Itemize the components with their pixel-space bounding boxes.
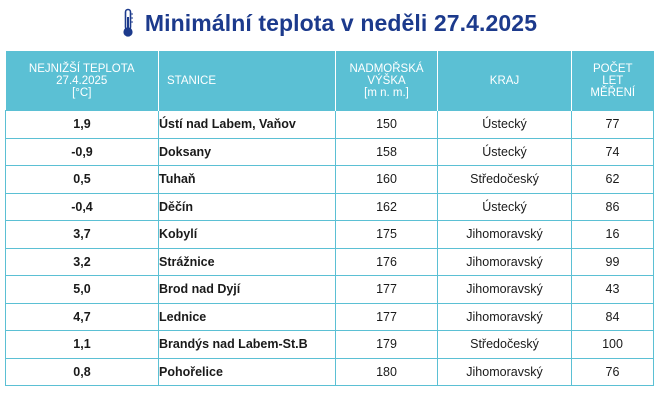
cell-station: Kobylí [159, 221, 336, 249]
header-line: 27.4.2025 [56, 74, 108, 87]
column-header-station [159, 51, 336, 111]
cell-station: Pohořelice [159, 358, 336, 386]
table-row [6, 331, 654, 359]
cell-region: Středočeský [438, 166, 572, 194]
cell-station: Děčín [159, 193, 336, 221]
table-row [6, 111, 654, 139]
table-row [6, 276, 654, 304]
cell-region: Jihomoravský [438, 276, 572, 304]
cell-region: Jihomoravský [438, 248, 572, 276]
cell-region: Ústecký [438, 138, 572, 166]
cell-temperature: 1,9 [6, 111, 159, 139]
cell-temperature: 5,0 [6, 276, 159, 304]
cell-altitude: 180 [336, 358, 438, 386]
cell-region: Jihomoravský [438, 358, 572, 386]
cell-altitude: 177 [336, 276, 438, 304]
cell-temperature: 0,8 [6, 358, 159, 386]
column-header-region [438, 51, 572, 111]
min-temperature-table [5, 51, 654, 386]
cell-altitude: 176 [336, 248, 438, 276]
cell-temperature: 3,7 [6, 221, 159, 249]
table-row [6, 166, 654, 194]
table-row [6, 303, 654, 331]
cell-station: Doksany [159, 138, 336, 166]
cell-years: 99 [572, 248, 654, 276]
cell-altitude: 177 [336, 303, 438, 331]
cell-region: Jihomoravský [438, 221, 572, 249]
cell-temperature: -0,4 [6, 193, 159, 221]
cell-region: Jihomoravský [438, 303, 572, 331]
header-line: POČET [592, 62, 633, 75]
cell-years: 76 [572, 358, 654, 386]
cell-years: 62 [572, 166, 654, 194]
table-row [6, 221, 654, 249]
cell-altitude: 162 [336, 193, 438, 221]
cell-years: 86 [572, 193, 654, 221]
cell-altitude: 158 [336, 138, 438, 166]
cell-station: Brod nad Dyjí [159, 276, 336, 304]
table-row [6, 138, 654, 166]
header-line: NEJNIŽŠÍ TEPLOTA [28, 62, 135, 75]
table-row [6, 358, 654, 386]
cell-altitude: 179 [336, 331, 438, 359]
header-line: NADMOŘSKÁ [349, 62, 424, 75]
header-line: [m n. m.] [364, 86, 409, 99]
cell-region: Ústecký [438, 193, 572, 221]
cell-station: Brandýs nad Labem-St.B [159, 331, 336, 359]
cell-station: Strážnice [159, 248, 336, 276]
cell-station: Lednice [159, 303, 336, 331]
cell-years: 100 [572, 331, 654, 359]
cell-years: 77 [572, 111, 654, 139]
table-row [6, 248, 654, 276]
column-header-altitude [336, 51, 438, 111]
cell-altitude: 160 [336, 166, 438, 194]
header-line: LET [602, 74, 624, 87]
column-header-min-temp [6, 51, 159, 111]
cell-years: 84 [572, 303, 654, 331]
cell-temperature: 0,5 [6, 166, 159, 194]
header-line: MĚŘENÍ [590, 86, 636, 99]
title-bar [0, 4, 658, 42]
header-line: [°C] [72, 86, 92, 99]
cell-temperature: 1,1 [6, 331, 159, 359]
column-header-years [572, 51, 654, 111]
page-title: Minimální teplota v neděli 27.4.2025 [144, 9, 538, 36]
cell-altitude: 175 [336, 221, 438, 249]
thermometer-icon [121, 8, 135, 38]
header-line: VÝŠKA [367, 74, 406, 87]
cell-altitude: 150 [336, 111, 438, 139]
cell-temperature: 4,7 [6, 303, 159, 331]
cell-temperature: 3,2 [6, 248, 159, 276]
cell-years: 43 [572, 276, 654, 304]
header-line: STANICE [167, 74, 216, 87]
table-header-row [6, 51, 654, 111]
cell-region: Středočeský [438, 331, 572, 359]
cell-station: Tuhaň [159, 166, 336, 194]
cell-temperature: -0,9 [6, 138, 159, 166]
cell-years: 16 [572, 221, 654, 249]
cell-years: 74 [572, 138, 654, 166]
cell-region: Ústecký [438, 111, 572, 139]
header-line: KRAJ [489, 74, 520, 87]
table-row [6, 193, 654, 221]
cell-station: Ústí nad Labem, Vaňov [159, 111, 336, 139]
